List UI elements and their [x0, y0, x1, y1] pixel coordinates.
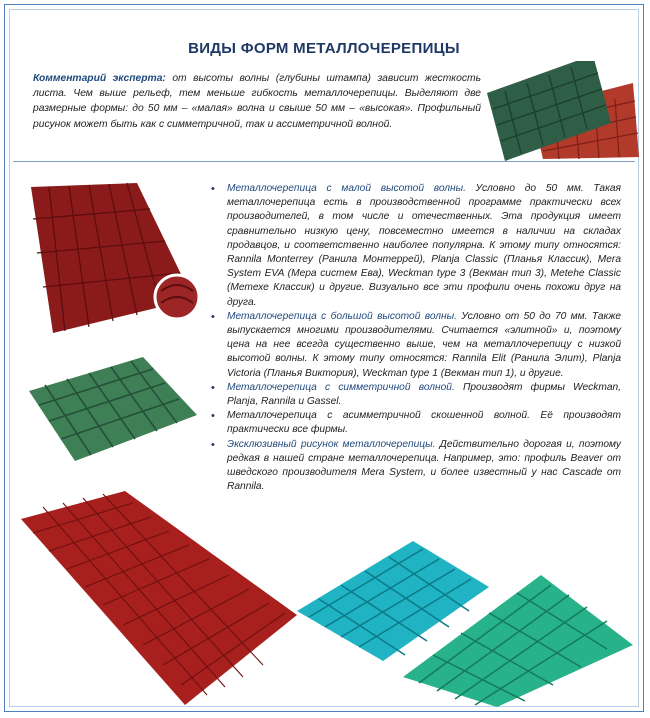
expert-comment	[33, 71, 481, 132]
item-text: Производят фирмы Weckman, Planja, Rannila и Gassel.	[227, 381, 621, 408]
item-head: Металлочерепица с симметричной волной.	[227, 381, 455, 393]
item-head: Металлочерепица с малой высотой волны.	[227, 183, 466, 194]
green-red-tiles-image	[483, 61, 641, 161]
long-red-tile-sheet-image	[19, 489, 299, 707]
list-item	[207, 310, 621, 381]
tile-types-list	[207, 182, 621, 494]
item-text: Действительно дорогая и, поэтому редкая в нашей стране металлочерепица. Например, это: профиль Beaver от шведского производителя Mera System, и более известный у нас Cascade от Rannila.	[227, 438, 622, 493]
comment-text: от высоты волны (глубины штампа) зависит жесткость листа. Чем выше рельеф, тем меньше гибкость металлочерепицы. Выделяют две размерные формы: до 50 мм – «малая» волна и свыше 50 мм – «высокая». Профильный рисунок может быть как с симметричной, так и ассиметричной волной.	[33, 73, 482, 130]
bullet-icon: •	[211, 438, 215, 451]
list-item	[207, 409, 621, 437]
item-head: Металлочерепица с большой высотой волны.	[227, 310, 457, 322]
mint-tile-sheet-image	[401, 567, 637, 709]
bullet-icon: •	[211, 310, 215, 323]
item-text: Условно до 50 мм. Такая металлочерепица есть в производственной программе практически всех производителей, в том числе и отечественных. Эта продукция имеет сравнительно низкую цену, повсеместно имеется в наличии на складах продавцов, и соответственно наиболее популярна. К этому типу относятся: Rannila Monterrey (Ранила Монтеррей), Planja Classic (Планья Классик), Mera System EVA (Мера систем Ева), Weckman type 3 (Векман тип 3), Metehe Classic (Метехе Классик) и другие. Визуально все эти профили очень похожи друг на друга.	[227, 183, 621, 308]
item-text: Условно от 50 до 70 мм. Также выпускается многими производителями. Считается «элитной» и, поэтому цена на нее всегда существенно выше, чем на металлочерепицу с низкой высотой волны. К этому типу относятся: Rannila Elit (Ранила Элит), Planja Victoria (Планья Виктория), Weckman type 1 (Векман тип 1), и другие.	[227, 310, 621, 379]
bullet-icon: •	[211, 410, 215, 423]
item-head: Эксклюзивный рисунок металлочерепицы.	[227, 438, 436, 450]
list-item	[207, 438, 621, 495]
low-wave-red-tile-image	[25, 179, 200, 339]
section-divider	[13, 161, 635, 162]
bullet-icon: •	[211, 381, 215, 394]
bullet-icon: •	[211, 183, 215, 195]
list-item	[207, 182, 621, 310]
high-wave-green-tile-image	[25, 351, 200, 471]
item-text: Металлочерепица с асимметричной скошенной волной. Её производят практически все фирмы.	[227, 410, 621, 436]
comment-lead: Комментарий эксперта:	[33, 73, 166, 84]
page-title: ВИДЫ ФОРМ МЕТАЛЛОЧЕРЕПИЦЫ	[188, 40, 460, 57]
list-item	[207, 381, 621, 409]
article-frame	[4, 4, 644, 712]
